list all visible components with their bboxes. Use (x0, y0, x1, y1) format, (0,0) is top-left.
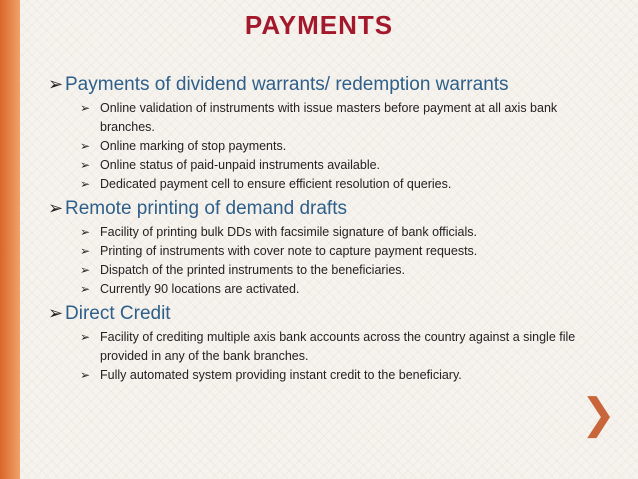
bullet-arrow-icon: ➢ (80, 158, 91, 172)
bullet-arrow-icon: ➢ (80, 225, 91, 239)
slide-content (48, 72, 608, 387)
section-direct-credit (48, 301, 608, 385)
list-item-text: Printing of instruments with cover note to capture payment requests. (100, 244, 478, 258)
bullet-list (48, 223, 608, 299)
list-item (80, 99, 608, 137)
section-heading (48, 301, 608, 326)
section-heading (48, 196, 608, 221)
list-item-text: Dispatch of the printed instruments to the beneficiaries. (100, 263, 406, 277)
bullet-list (48, 99, 608, 194)
list-item (80, 137, 608, 156)
bullet-arrow-icon: ➢ (80, 368, 91, 382)
section-heading-text: Direct Credit (65, 303, 171, 324)
bullet-arrow-icon: ➢ (80, 282, 91, 296)
section-heading-text: Remote printing of demand drafts (65, 198, 347, 219)
bullet-arrow-icon: ➢ (48, 74, 64, 94)
bullet-arrow-icon: ➢ (80, 330, 91, 344)
bullet-arrow-icon: ➢ (48, 198, 64, 218)
list-item (80, 156, 608, 175)
bullet-arrow-icon: ➢ (80, 177, 91, 191)
section-heading-text: Payments of dividend warrants/ redemption warrants (65, 74, 509, 95)
chevron-right-icon[interactable]: ❯ (580, 390, 616, 437)
list-item-text: Online status of paid-unpaid instruments available. (100, 158, 381, 172)
list-item-text: Online validation of instruments with issue masters before payment at all axis bank branches. (100, 101, 558, 134)
list-item-text: Fully automated system providing instant credit to the beneficiary. (100, 368, 462, 382)
bullet-list (48, 328, 608, 385)
list-item-text: Online marking of stop payments. (100, 139, 287, 153)
list-item (80, 261, 608, 280)
section-remote-printing (48, 196, 608, 299)
bullet-arrow-icon: ➢ (80, 101, 91, 115)
list-item (80, 242, 608, 261)
section-heading (48, 72, 608, 97)
list-item (80, 366, 608, 385)
bullet-arrow-icon: ➢ (80, 244, 91, 258)
bullet-arrow-icon: ➢ (80, 263, 91, 277)
list-item (80, 328, 608, 366)
bullet-arrow-icon: ➢ (48, 303, 64, 323)
decorative-side-bar (0, 0, 20, 479)
list-item-text: Facility of crediting multiple axis bank accounts across the country against a single file provided in any of the bank branches. (100, 330, 576, 363)
list-item (80, 280, 608, 299)
list-item (80, 175, 608, 194)
list-item-text: Facility of printing bulk DDs with facsimile signature of bank officials. (100, 225, 478, 239)
list-item (80, 223, 608, 242)
page-title: PAYMENTS (244, 10, 394, 40)
list-item-text: Currently 90 locations are activated. (100, 282, 300, 296)
list-item-text: Dedicated payment cell to ensure efficient resolution of queries. (100, 177, 452, 191)
bullet-arrow-icon: ➢ (80, 139, 91, 153)
section-dividend-warrants (48, 72, 608, 194)
